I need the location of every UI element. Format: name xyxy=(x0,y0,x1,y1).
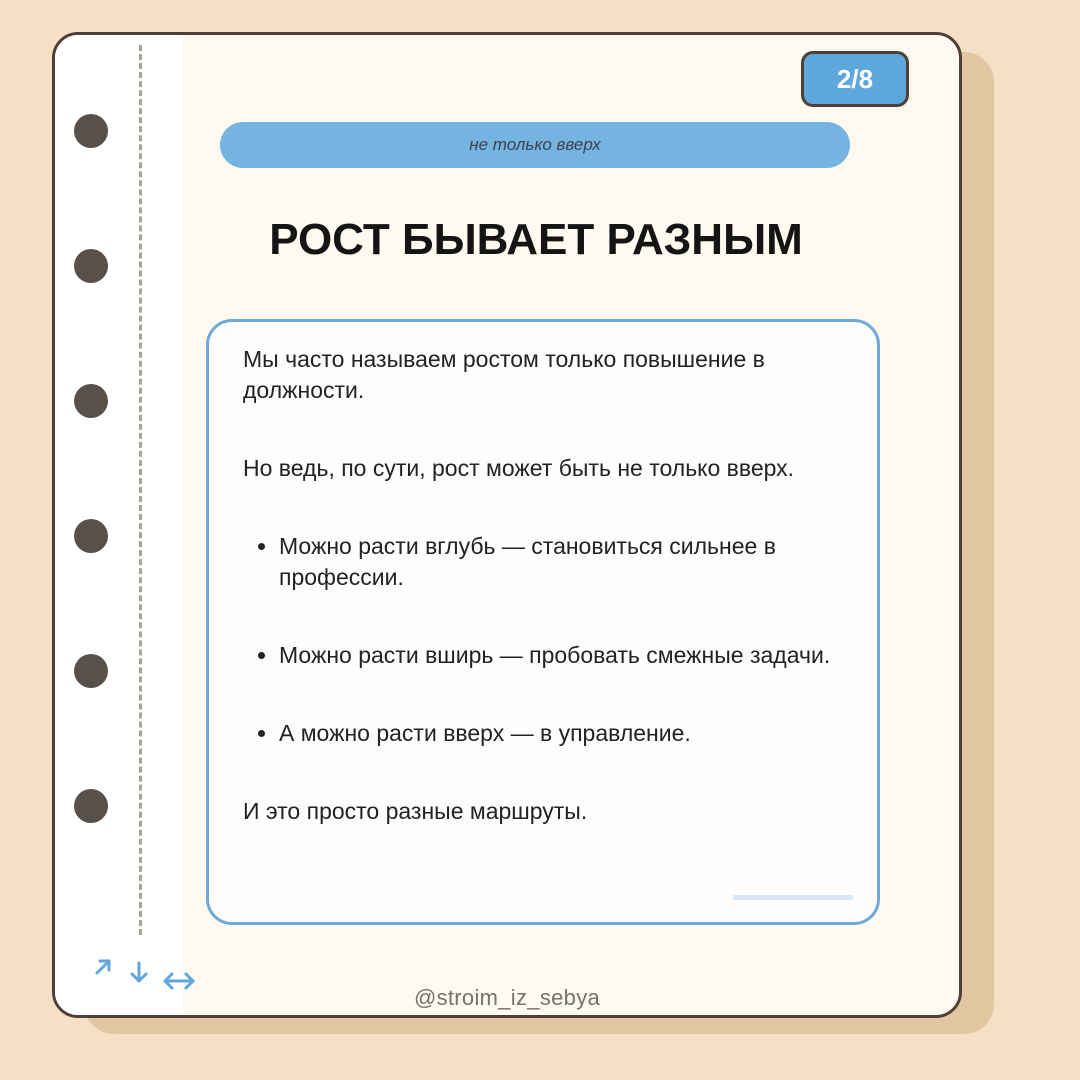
growth-list xyxy=(243,531,843,749)
list-item: • Можно расти вглубь — становиться сильнее в профессии. xyxy=(279,531,843,593)
list-item: • Можно расти вширь — пробовать смежные задачи. xyxy=(279,640,843,671)
stitch-line xyxy=(139,45,142,935)
page-title: РОСТ БЫВАЕТ РАЗНЫМ xyxy=(269,215,803,264)
topic-tag xyxy=(220,122,850,168)
intro-paragraph: Мы часто называем ростом только повышение в должности. xyxy=(243,346,765,403)
accent-line xyxy=(733,895,853,900)
author-handle: @stroim_iz_sebya xyxy=(413,985,601,1010)
notebook-card xyxy=(52,32,962,1018)
arrow-down-icon xyxy=(132,963,146,981)
content-box xyxy=(206,319,880,925)
intro-paragraph: Но ведь, по сути, рост может быть не только вверх. xyxy=(243,455,795,481)
list-item: • А можно расти вверх — в управление. xyxy=(279,718,843,749)
arrow-up-right-icon xyxy=(97,961,109,973)
binder-hole xyxy=(74,654,108,688)
conclusion-paragraph: И это просто разные маршруты. xyxy=(243,798,588,824)
binder-strip xyxy=(55,35,183,1015)
binder-hole xyxy=(74,249,108,283)
page-counter-badge: 2/8 xyxy=(801,51,909,107)
binder-hole xyxy=(74,384,108,418)
topic-tag-label: не только вверх xyxy=(469,135,601,154)
binder-hole xyxy=(74,519,108,553)
binder-hole xyxy=(74,789,108,823)
binder-hole xyxy=(74,114,108,148)
